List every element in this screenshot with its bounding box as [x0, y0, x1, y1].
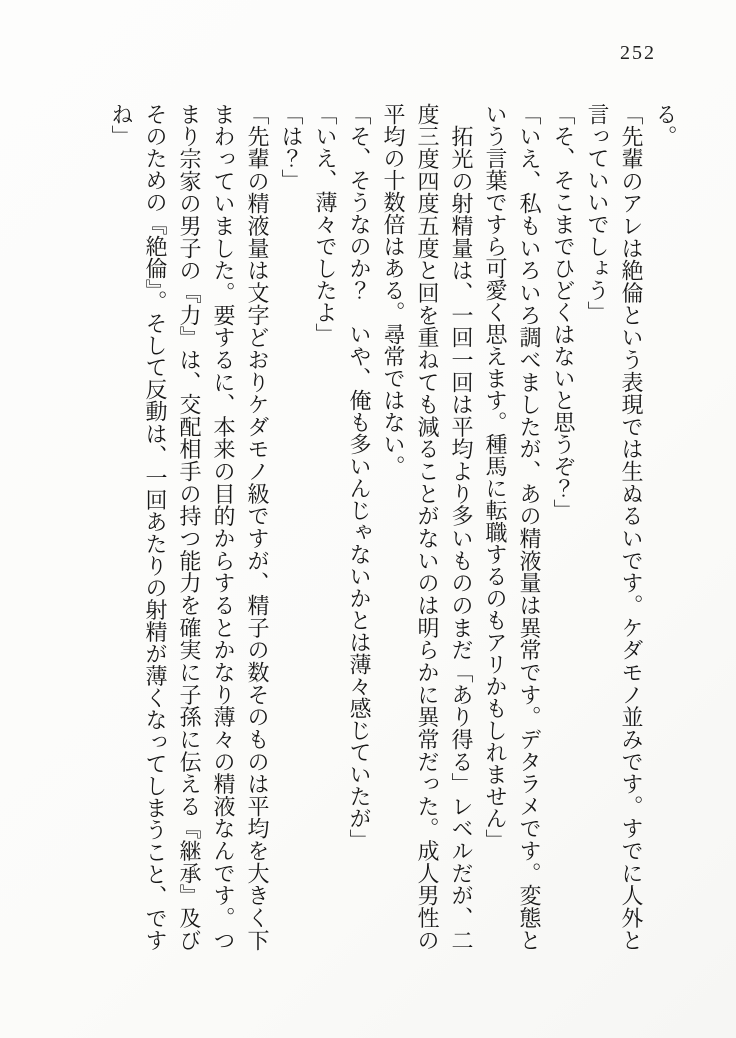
page-text-block — [104, 103, 682, 951]
paragraph-3: 「そ、そこまでひどくはないと思うぞ？」 — [551, 103, 576, 521]
paragraph-8: 「は？」 — [279, 103, 304, 191]
paragraph-7: 「いえ、薄々でしたよ」 — [313, 103, 338, 345]
paragraph-6: 「そ、そうなのか？ いや、俺も多いんじゃないかとは薄々感じていたが」 — [347, 103, 372, 851]
page-number: 252 — [620, 42, 656, 64]
paragraph-4: 「いえ、私もいろいろ調べましたが、あの精液量は異常です。デタラメです。変態という言葉ですら可愛く思えます。種馬に転職するのもアリかもしれません」 — [483, 103, 542, 951]
paragraph-9: 「先輩の精液量は文字どおりケダモノ級ですが、精子の数そのものは平均を大きく下まわっていました。要するに、本来の目的からするとかなり薄々の精液なんです。つまり宗家の男子の『力』は、交配相手の持つ能力を確実に子孫に伝える『継承』及びそのための『絶倫』。そして反動は、一回あたりの射精が薄くなってしまうこと、ですね」 — [109, 103, 270, 952]
paragraph-2: 「先輩のアレは絶倫という表現では生ぬるいです。ケダモノ並みです。すでに人外と言っていいでしょう」 — [585, 103, 644, 951]
paragraph-1: る。 — [653, 103, 678, 147]
paragraph-5: 拓光の射精量は、一回一回は平均より多いもののまだ「あり得る」レベルだが、二度三度四度五度と回を重ねても減ることがないのは明らかに異常だった。成人男性の平均の十数倍はある。尋常ではない。 — [381, 103, 474, 951]
